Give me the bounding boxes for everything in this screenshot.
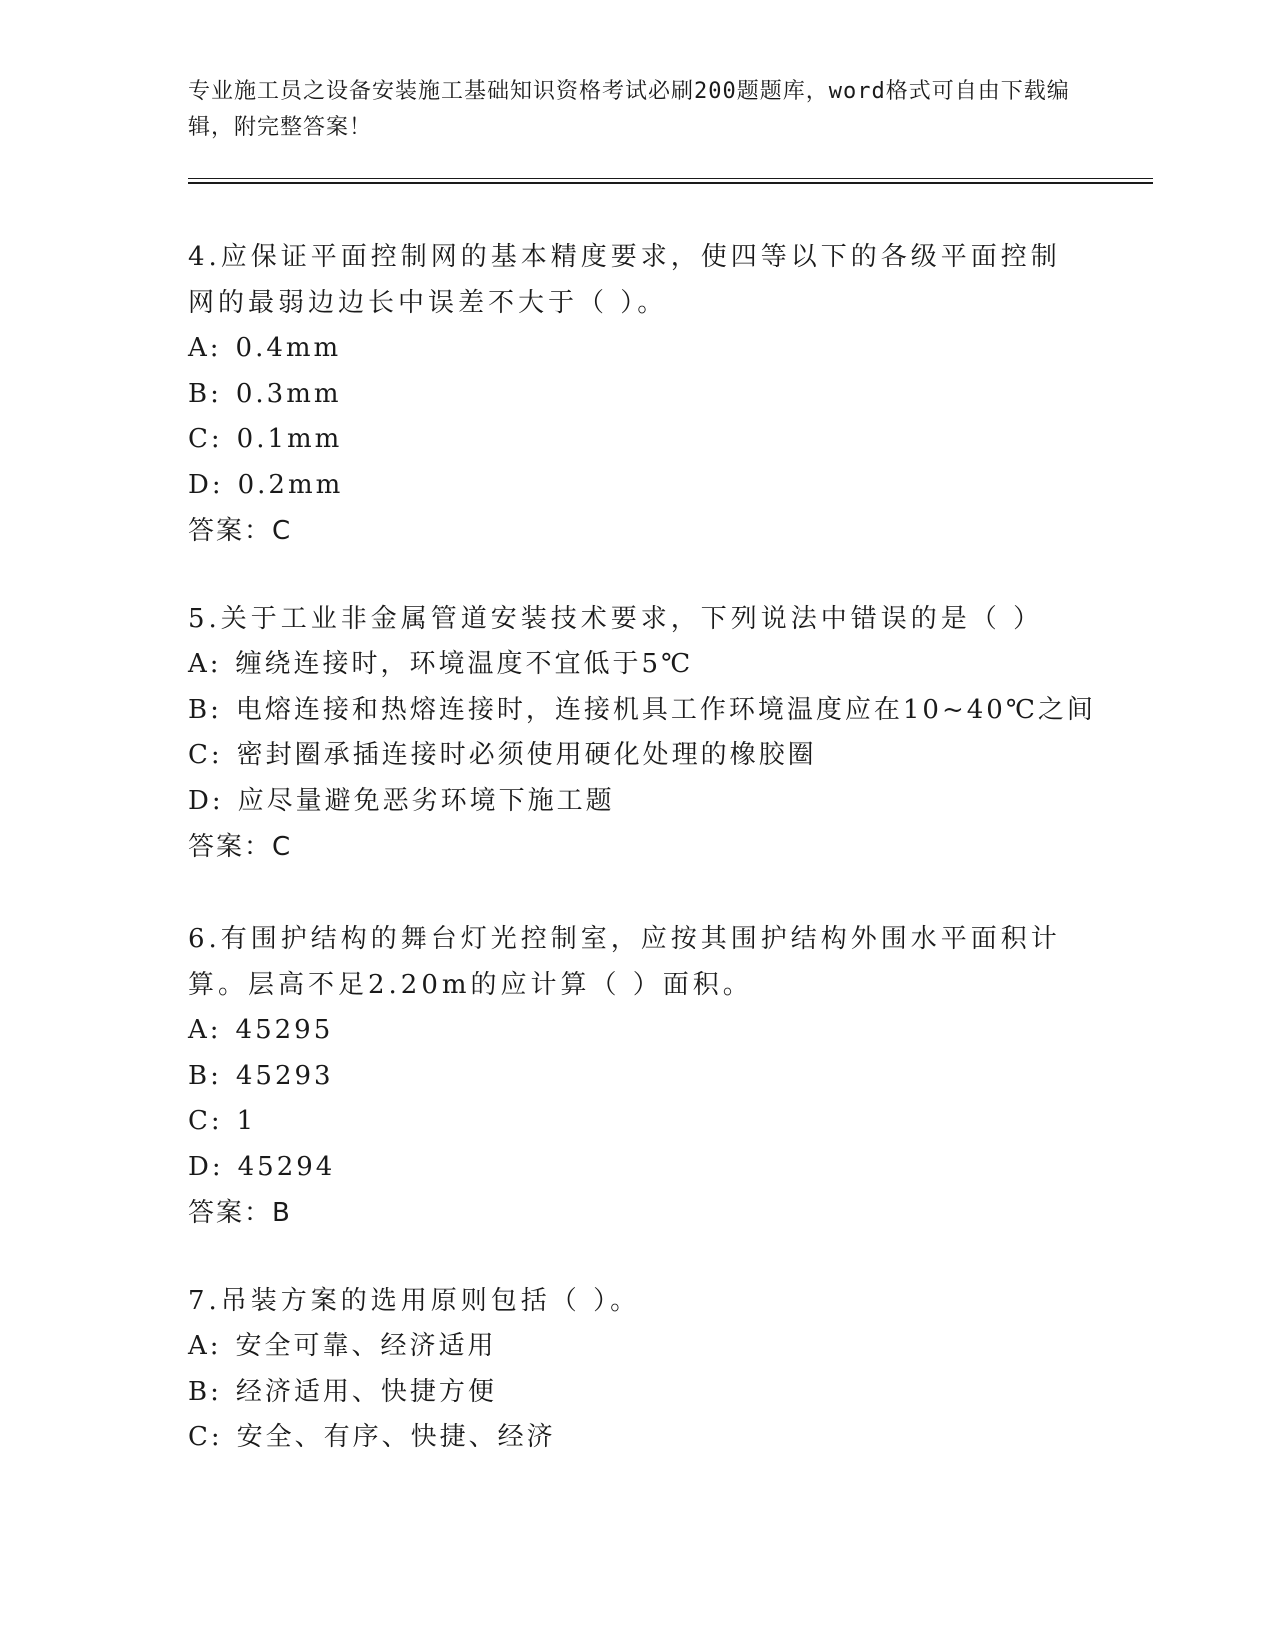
option-c — [188, 417, 1088, 463]
answer-line: 答案：B — [188, 1198, 292, 1228]
option-letter: C: — [188, 424, 223, 454]
document-header: 专业施工员之设备安装施工基础知识资格考试必刷200题题库，word格式可自由下载编辑，附完整答案！ — [188, 79, 1070, 140]
option-text: 安全可靠、经济适用 — [235, 1331, 497, 1361]
answer-line: 答案：C — [188, 516, 293, 546]
option-letter: D: — [188, 1151, 224, 1182]
option-c — [188, 1415, 1088, 1461]
option-text: 45294 — [237, 1151, 336, 1182]
question-stem: 4.应保证平面控制网的基本精度要求，使四等以下的各级平面控制网的最弱边边长中误差不大于（ ）。 — [188, 242, 1061, 318]
option-text: 0.1mm — [236, 424, 343, 454]
option-a — [188, 642, 1088, 688]
question-stem: 6.有围护结构的舞台灯光控制室，应按其围护结构外围水平面积计算。层高不足2.20m的应计算（ ）面积。 — [188, 924, 1061, 1000]
option-letter: D: — [188, 785, 224, 816]
option-letter: D: — [188, 469, 224, 500]
question-7 — [188, 1278, 1088, 1461]
option-letter: A: — [188, 333, 222, 363]
option-d — [188, 463, 1088, 509]
option-a — [188, 326, 1088, 372]
option-text: 0.2mm — [237, 469, 344, 500]
option-letter: C: — [188, 1422, 223, 1452]
option-text: 0.3mm — [235, 378, 342, 409]
header-divider-thin — [188, 178, 1153, 179]
option-letter: C: — [188, 1106, 223, 1136]
option-text: 经济适用、快捷方便 — [235, 1376, 497, 1407]
option-b — [188, 372, 1088, 418]
option-letter: A: — [188, 1015, 222, 1045]
question-6 — [188, 916, 1088, 1236]
option-letter: C: — [188, 740, 223, 770]
option-b — [188, 688, 1096, 734]
option-letter: B: — [188, 1376, 222, 1407]
option-letter: B: — [188, 378, 222, 409]
option-d — [188, 1145, 1088, 1191]
option-text: 密封圈承插连接时必须使用硬化处理的橡胶圈 — [236, 740, 817, 770]
header-divider-thick — [188, 182, 1153, 184]
option-c — [188, 733, 1088, 779]
option-b — [188, 1370, 1088, 1416]
option-d — [188, 779, 1088, 825]
option-text: 应尽量避免恶劣环境下施工题 — [237, 785, 615, 816]
question-5 — [188, 596, 1096, 870]
option-letter: B: — [188, 1060, 222, 1091]
option-letter: A: — [188, 649, 222, 679]
option-letter: B: — [188, 694, 222, 725]
answer-line: 答案：C — [188, 832, 293, 862]
option-text: 45295 — [235, 1015, 334, 1045]
question-stem: 5.关于工业非金属管道安装技术要求，下列说法中错误的是（ ） — [188, 604, 1044, 634]
option-a — [188, 1008, 1088, 1054]
option-c — [188, 1099, 1088, 1145]
option-text: 安全、有序、快捷、经济 — [236, 1422, 556, 1452]
option-b — [188, 1054, 1088, 1100]
option-text: 1 — [236, 1106, 257, 1136]
option-text: 0.4mm — [235, 333, 342, 363]
option-text: 45293 — [235, 1060, 334, 1091]
option-letter: A: — [188, 1331, 222, 1361]
question-stem: 7.吊装方案的选用原则包括（ ）。 — [188, 1286, 641, 1316]
option-text: 缠绕连接时，环境温度不宜低于5℃ — [235, 649, 694, 679]
option-text: 电熔连接和热熔连接时，连接机具工作环境温度应在10~40℃之间 — [235, 694, 1096, 725]
option-a — [188, 1324, 1088, 1370]
question-4 — [188, 234, 1088, 554]
